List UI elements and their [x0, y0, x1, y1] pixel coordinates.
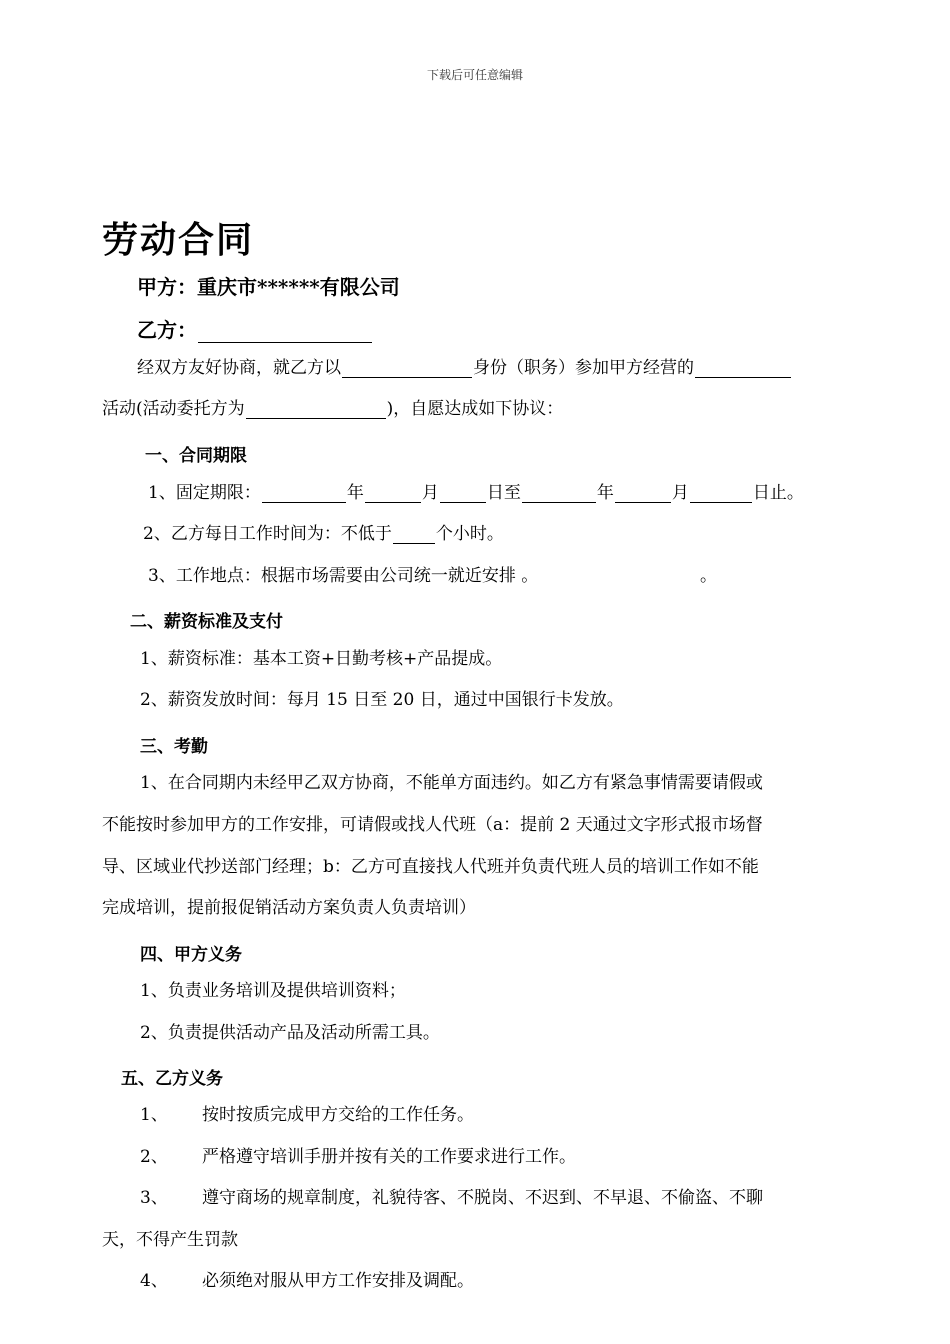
section3-line4: 完成培训，提前报促销活动方案负责人负责培训） — [102, 898, 476, 918]
intro-line-1 — [137, 358, 792, 378]
header-note: 下载后可任意编辑 — [426, 68, 523, 82]
section5-item3-cont: 天，不得产生罚款 — [102, 1230, 238, 1250]
intro-text-2b: )，自愿达成如下协议： — [386, 399, 564, 419]
month-label-2: 月 — [671, 483, 689, 503]
section5-item2-text: 严格遵守培训手册并按有关的工作要求进行工作。 — [202, 1147, 576, 1167]
section5-item2-num: 2、 — [140, 1147, 168, 1167]
day-to-label: 日至 — [486, 483, 521, 503]
party-b — [137, 314, 373, 343]
section1-item1 — [148, 483, 804, 503]
month-label-1: 月 — [421, 483, 439, 503]
section2-item2: 2、薪资发放时间：每月 15 日至 20 日，通过中国银行卡发放。 — [140, 690, 624, 710]
term-prefix: 1、固定期限： — [148, 483, 261, 503]
section3-heading: 三、考勤 — [140, 737, 208, 757]
section5-item1-num: 1、 — [140, 1105, 168, 1125]
intro-line-2 — [102, 399, 563, 419]
section4-item2: 2、负责提供活动产品及活动所需工具。 — [140, 1023, 440, 1043]
intro-text-1b: 身份（职务）参加甲方经营的 — [473, 358, 694, 378]
hours-blank — [393, 525, 435, 544]
section1-heading: 一、合同期限 — [145, 446, 247, 466]
activity-blank — [695, 359, 791, 378]
document-title: 劳动合同 — [102, 219, 255, 261]
intro-text-1a: 经双方友好协商，就乙方以 — [137, 358, 341, 378]
section4-heading: 四、甲方义务 — [140, 945, 242, 965]
section1-item3: 3、工作地点：根据市场需要由公司统一就近安排 。 — [148, 566, 539, 586]
end-month-blank — [615, 484, 671, 503]
section2-heading: 二、薪资标准及支付 — [130, 612, 283, 632]
intro-text-2a: 活动(活动委托方为 — [102, 399, 245, 419]
party-b-label: 乙方： — [137, 318, 197, 342]
start-month-blank — [365, 484, 421, 503]
party-b-blank — [198, 320, 372, 343]
client-blank — [246, 400, 386, 419]
identity-blank — [342, 359, 472, 378]
year-label-1: 年 — [346, 483, 364, 503]
section1-item2 — [143, 524, 504, 544]
end-day-blank — [690, 484, 752, 503]
section5-item4-num: 4、 — [140, 1271, 168, 1291]
day-end-label: 日止。 — [752, 483, 804, 503]
section3-line1: 1、在合同期内未经甲乙双方协商，不能单方面违约。如乙方有紧急事情需要请假或 — [140, 773, 763, 793]
section1-item3-trail: 。 — [700, 566, 717, 586]
start-day-blank — [440, 484, 486, 503]
party-a: 甲方：重庆市******有限公司 — [137, 275, 400, 299]
hours-prefix: 2、乙方每日工作时间为：不低于 — [143, 524, 392, 544]
section3-line2: 不能按时参加甲方的工作安排，可请假或找人代班（a：提前 2 天通过文字形式报市场督 — [102, 815, 763, 835]
section4-item1: 1、负责业务培训及提供培训资料； — [140, 981, 406, 1001]
end-year-blank — [522, 484, 596, 503]
section5-heading: 五、乙方义务 — [121, 1069, 223, 1089]
hours-suffix: 个小时。 — [435, 524, 504, 544]
section2-item1: 1、薪资标准：基本工资+日勤考核+产品提成。 — [140, 649, 503, 669]
section3-line3: 导、区域业代抄送部门经理；b：乙方可直接找人代班并负责代班人员的培训工作如不能 — [102, 857, 759, 877]
section5-item3-text: 遵守商场的规章制度，礼貌待客、不脱岗、不迟到、不早退、不偷盗、不聊 — [202, 1188, 763, 1208]
section5-item3-num: 3、 — [140, 1188, 168, 1208]
section5-item1-text: 按时按质完成甲方交给的工作任务。 — [202, 1105, 474, 1125]
section5-item4-text: 必须绝对服从甲方工作安排及调配。 — [202, 1271, 474, 1291]
start-year-blank — [262, 484, 346, 503]
year-label-2: 年 — [596, 483, 614, 503]
